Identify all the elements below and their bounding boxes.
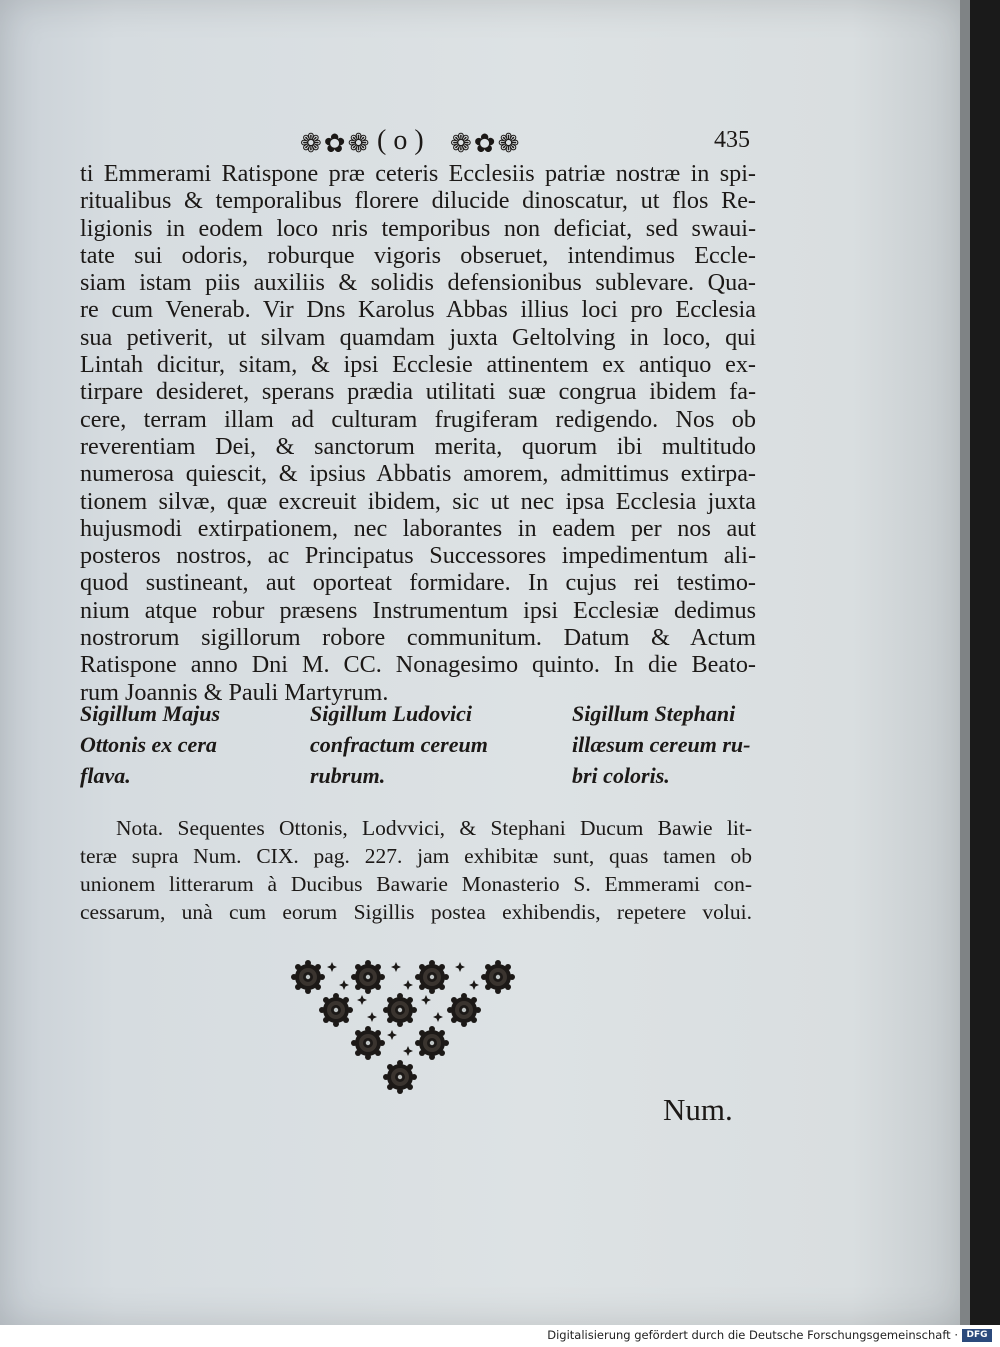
text-line: nostrorum sigillorum robore communitum. Datum & Actum (80, 624, 756, 652)
nota-paragraph (80, 814, 752, 926)
digitization-footer (0, 1325, 1000, 1347)
header-ornament-left-icon: ❁✿❁ (300, 129, 372, 158)
seal-caption-otto (80, 698, 260, 791)
text-line: cere, terram illam ad culturam frugiferam redigendo. Nos ob (80, 405, 756, 433)
seal-line: confractum cereum (310, 732, 488, 757)
header-page-mark: ( o ) (377, 125, 424, 156)
charter-text (80, 160, 756, 706)
text-line: nium atque robur præsens Instrumentum ipsi Ecclesiæ dedimus (80, 596, 756, 624)
seal-line: rubrum. (310, 763, 386, 788)
text-line: sua petiverit, ut silvam quamdam juxta Geltolving in loco, qui (80, 323, 756, 351)
seal-line: Sigillum Ludovici (310, 701, 472, 726)
nota-line: Nota. Sequentes Ottonis, Lodvvici, & Stephani Ducum Bawie lit- (116, 816, 752, 840)
page-number: 435 (714, 127, 750, 153)
text-line: Lintah dicitur, sitam, & ipsi Ecclesie attinentem ex antiquo ex- (80, 351, 756, 379)
header-ornament-right-icon: ❁✿❁ (450, 129, 522, 158)
dfg-logo: DFG (962, 1329, 992, 1342)
text-line: Ratispone anno Dni M. CC. Nonagesimo quinto. In die Beato- (80, 651, 756, 679)
text-line: numerosa quiescit, & ipsius Abbatis amorem, admittimus extirpa- (80, 460, 756, 488)
nota-line: unionem litterarum à Ducibus Bawarie Monasterio S. Emmerami con- (80, 872, 752, 896)
seal-line: illæsum cereum ru- (572, 732, 751, 757)
seal-line: bri coloris. (572, 763, 670, 788)
catchword: Num. (663, 1092, 733, 1127)
seal-line: Sigillum Majus (80, 701, 221, 726)
text-line: reverentiam Dei, & sanctorum merita, quorum ibi multitudo (80, 432, 756, 460)
text-line: quod sustineant, aut oporteat formidare. In cujus rei testimo- (80, 569, 756, 597)
text-line: tate sui odoris, roburque vigoris obseruet, intendimus Eccle- (80, 241, 756, 269)
nota-line: teræ supra Num. CIX. pag. 227. jam exhibitæ sunt, quas tamen ob (80, 844, 752, 868)
text-line: tirpare desideret, sperans prædia utilitati suæ congrua ibidem fa- (80, 378, 756, 406)
seal-caption-ludwig (310, 698, 510, 791)
seal-line: flava. (80, 763, 131, 788)
seal-caption-stephan (572, 698, 762, 791)
text-line: hujusmodi extirpationem, nec laborantes in eadem per nos aut (80, 514, 756, 542)
floral-tailpiece-icon (284, 955, 524, 1105)
page-edge (960, 0, 970, 1325)
footer-credit: Digitalisierung gefördert durch die Deutsche Forschungsgemeinschaft · (547, 1328, 958, 1342)
text-line: rum Joannis & Pauli Martyrum. (80, 678, 389, 706)
seal-line: Ottonis ex cera (80, 732, 217, 757)
text-line: ligionis in eodem loco nris temporibus non deficiat, sed swaui- (80, 214, 756, 242)
seal-line: Sigillum Stephani (572, 701, 736, 726)
text-line: tionem silvæ, quæ excreuit ibidem, sic ut nec ipsa Ecclesia juxta (80, 487, 756, 515)
text-line: ritualibus & temporalibus florere dilucide dinoscatur, ut flos Re- (80, 187, 756, 215)
text-line: posteros nostros, ac Principatus Successores impedimentum ali- (80, 542, 756, 570)
running-header (300, 125, 780, 165)
text-line: re cum Venerab. Vir Dns Karolus Abbas illius loci pro Ecclesia (80, 296, 756, 324)
text-line: siam istam piis auxiliis & solidis defensionibus sublevare. Qua- (80, 269, 756, 297)
nota-line: cessarum, unà cum eorum Sigillis postea exhibendis, repetere volui. (80, 900, 752, 924)
text-line: ti Emmerami Ratispone præ ceteris Ecclesiis patriæ nostræ in spi- (80, 160, 756, 187)
